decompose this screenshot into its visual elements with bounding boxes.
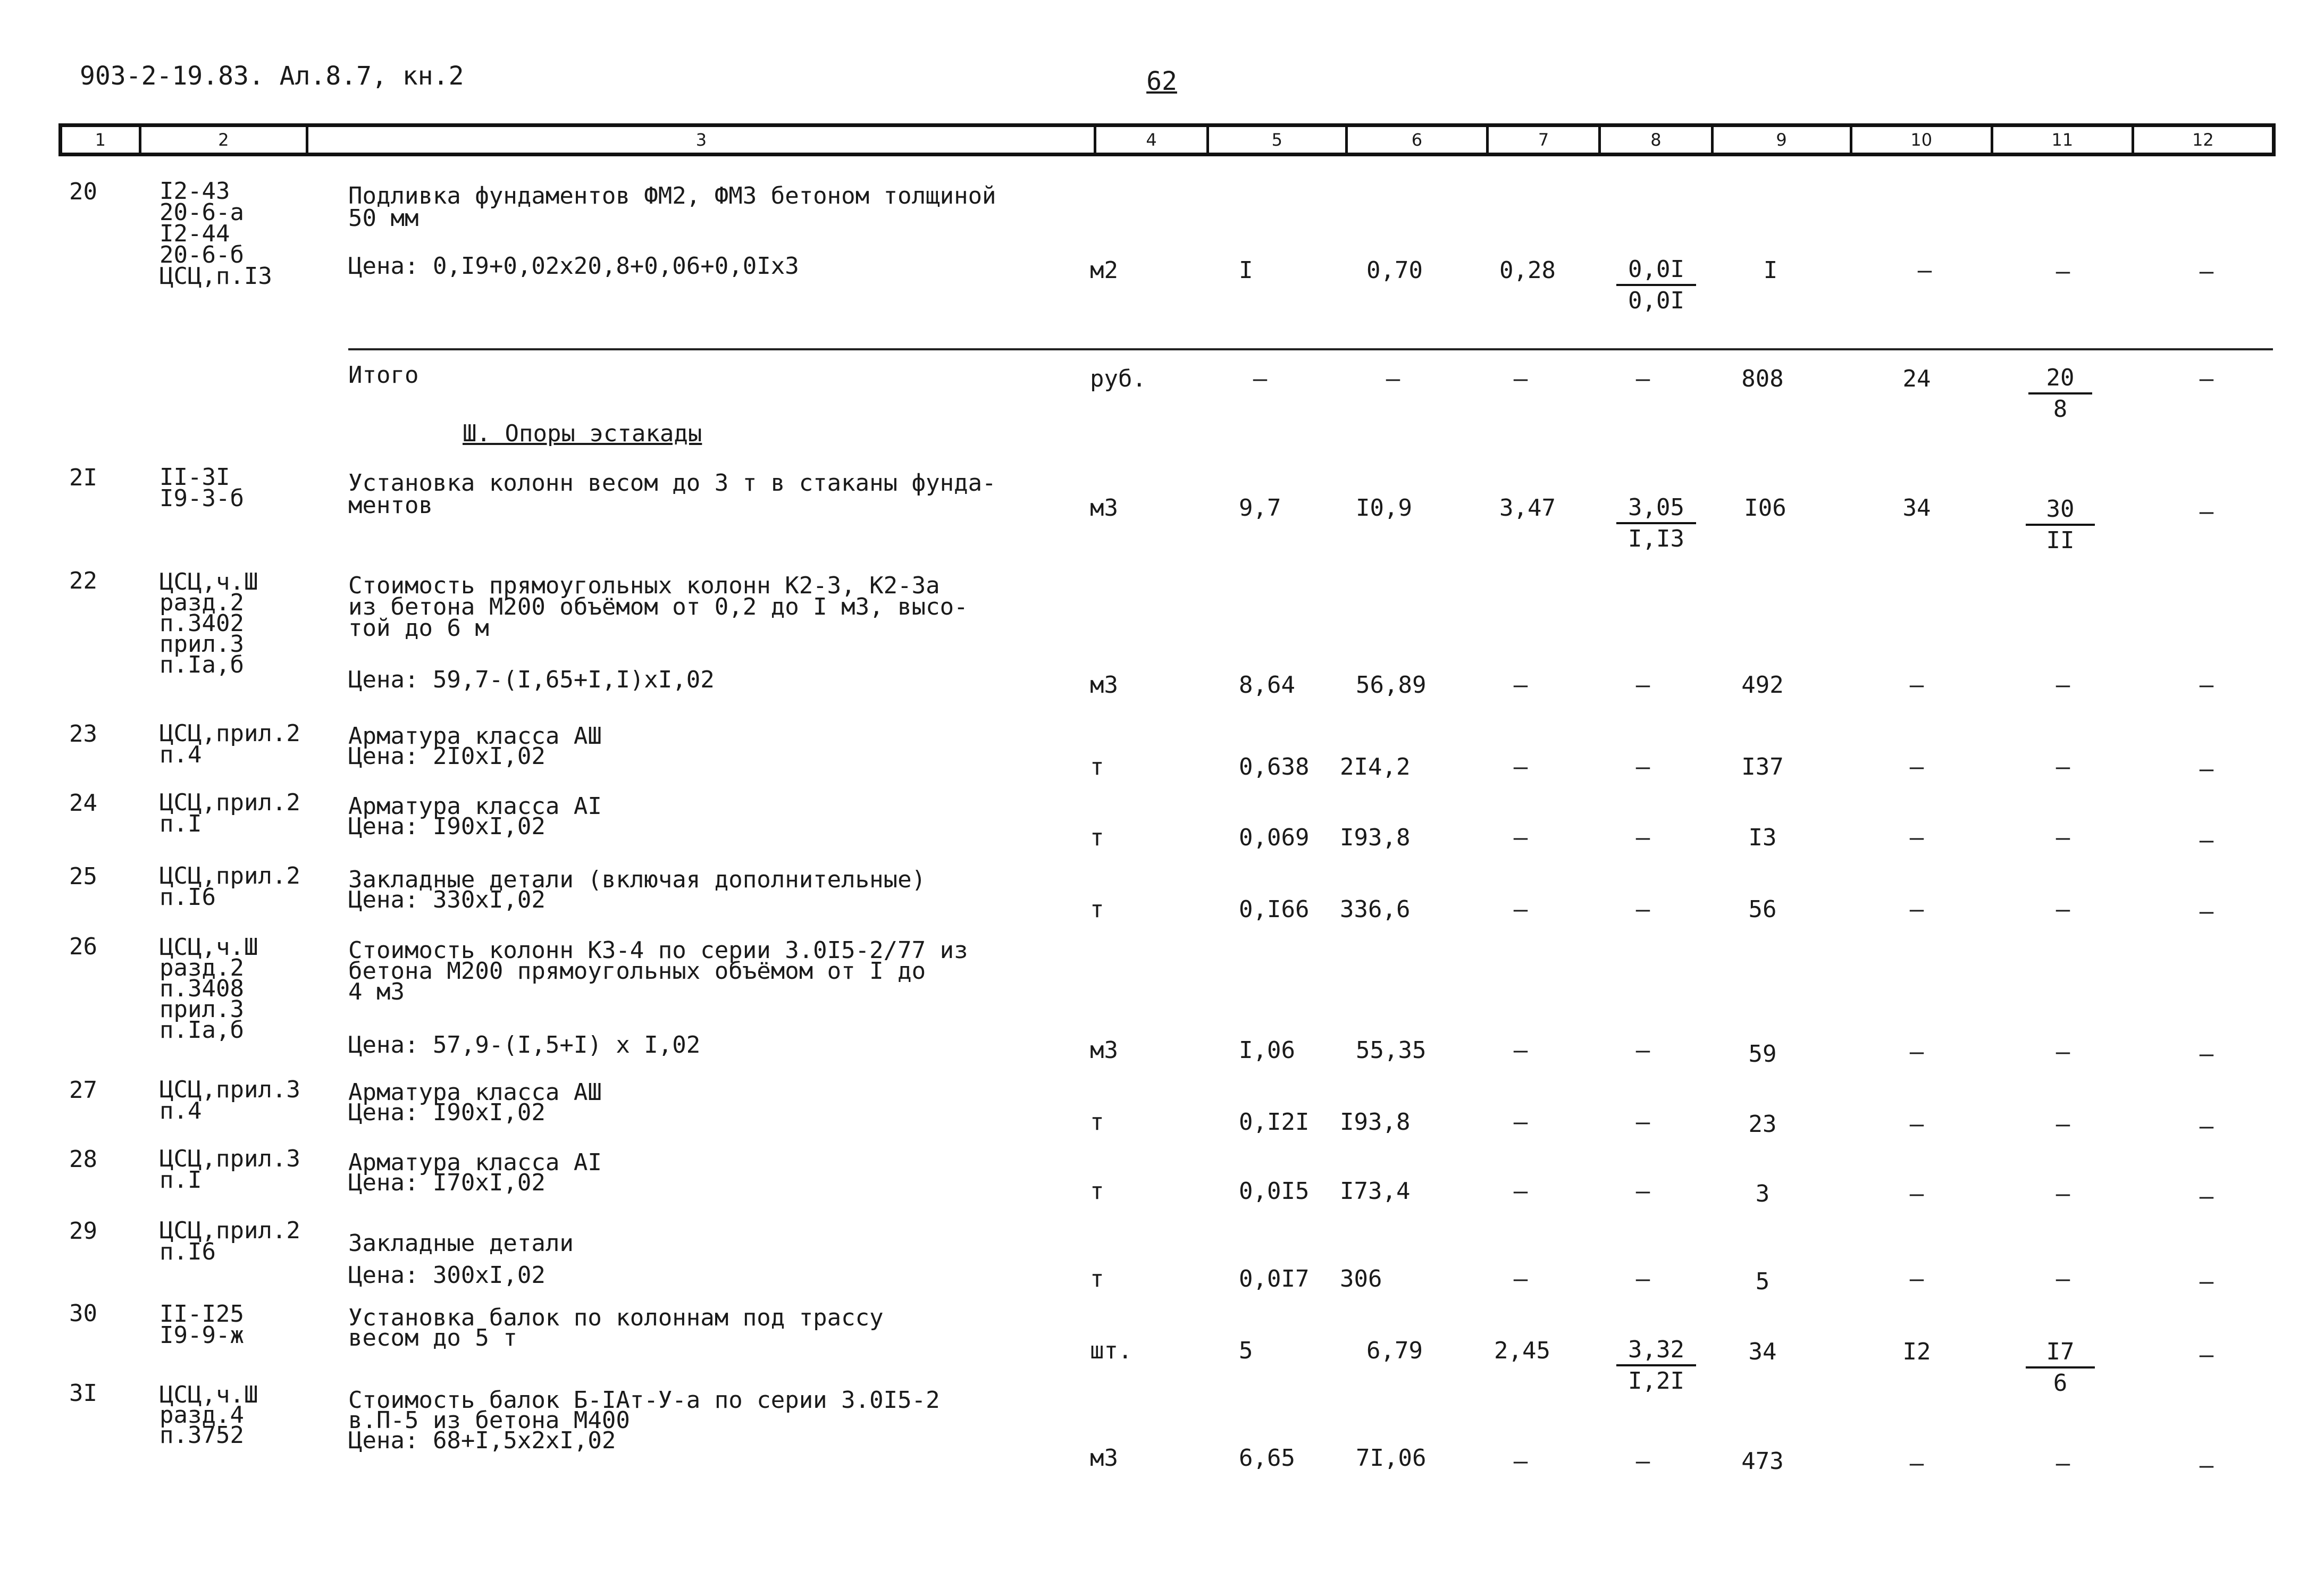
row-unit: т xyxy=(1090,753,1104,780)
row-col9: 34 xyxy=(1748,1338,1777,1365)
row-col9: 808 xyxy=(1741,365,1784,392)
row-col6: 6,79 xyxy=(1366,1337,1423,1364)
row-col11: – xyxy=(2055,1450,2070,1477)
row-col8: – xyxy=(1635,1448,1650,1475)
row-col8: – xyxy=(1635,1265,1650,1292)
row-col8: – xyxy=(1635,1109,1650,1136)
col-header-2: 2 xyxy=(139,127,306,153)
row-col7: – xyxy=(1513,365,1528,392)
row-col6: 2I4,2 xyxy=(1340,753,1411,780)
row-description: Арматура класса АШ Цена: 2I0хI,02 xyxy=(348,723,602,770)
fraction-top: 3,05 xyxy=(1616,496,1696,524)
fraction-top: 20 xyxy=(2028,366,2092,394)
row-col8: – xyxy=(1635,753,1650,780)
row-code: II-3I I9-3-б xyxy=(160,464,244,512)
row-col8-fraction xyxy=(1616,1338,1696,1396)
row-col12: – xyxy=(2199,827,2214,854)
row-description: Установка колонн весом до 3 т в стаканы фунда- ментов xyxy=(348,469,996,519)
row-col9: I37 xyxy=(1741,753,1784,780)
row-col8-fraction xyxy=(1616,257,1696,316)
row-col8: – xyxy=(1635,896,1650,923)
document-reference: 903-2-19.83. Ал.8.7, кн.2 xyxy=(80,61,464,91)
row-col12: – xyxy=(2199,1040,2214,1068)
row-price: Цена: 57,9-(I,5+I) х I,02 xyxy=(348,1031,701,1059)
row-qty: I xyxy=(1239,257,1253,284)
row-col10: – xyxy=(1909,671,1924,699)
row-col9: I06 xyxy=(1744,494,1786,522)
row-col12: – xyxy=(2199,1268,2214,1295)
row-col6: I0,9 xyxy=(1356,494,1412,522)
row-unit: т xyxy=(1090,824,1104,851)
row-unit: т xyxy=(1090,1109,1104,1136)
row-col12: – xyxy=(2199,1341,2214,1368)
row-col10: – xyxy=(1909,753,1924,780)
row-col9: I xyxy=(1763,257,1778,284)
row-price: Цена: 300хI,02 xyxy=(348,1262,546,1289)
row-code: ЦСЦ,ч.Ш разд.2 п.3408 прил.3 п.Iа,б xyxy=(160,934,258,1044)
row-no: 23 xyxy=(69,720,97,748)
row-qty: 0,I66 xyxy=(1239,896,1310,923)
fraction-bottom: I,2I xyxy=(1628,1367,1684,1395)
row-col11-fraction xyxy=(2026,497,2095,556)
row-col7: – xyxy=(1513,896,1528,923)
row-qty: 5 xyxy=(1239,1337,1253,1364)
row-code: ЦСЦ,прил.3 п.4 xyxy=(160,1076,300,1124)
row-no: 26 xyxy=(69,933,97,960)
row-col6: 55,35 xyxy=(1356,1037,1427,1064)
row-col10: – xyxy=(1917,257,1932,284)
row-price: Цена: 59,7-(I,65+I,I)хI,02 xyxy=(348,666,715,693)
row-col11: – xyxy=(2055,258,2070,285)
row-col12: – xyxy=(2199,1452,2214,1479)
col-header-8: 8 xyxy=(1598,127,1710,153)
row-col9: 492 xyxy=(1741,671,1784,699)
row-col11: – xyxy=(2055,896,2070,923)
row-qty: – xyxy=(1253,365,1268,392)
row-description: Закладные детали xyxy=(348,1230,574,1257)
row-qty: 6,65 xyxy=(1239,1445,1295,1472)
row-col10: I2 xyxy=(1902,1338,1931,1365)
row-col11: – xyxy=(2055,824,2070,851)
fraction-top: 3,32 xyxy=(1616,1338,1696,1366)
row-col9: 5 xyxy=(1755,1268,1770,1295)
row-unit: м2 xyxy=(1090,257,1118,284)
col-header-1: 1 xyxy=(95,130,106,150)
col-header-12: 12 xyxy=(2132,127,2272,153)
row-code: ЦСЦ,прил.2 п.I6 xyxy=(160,1217,300,1265)
row-code: ЦСЦ,прил.2 п.I6 xyxy=(160,862,300,911)
row-col10: 24 xyxy=(1902,365,1931,392)
row-col11: – xyxy=(2055,1265,2070,1292)
row-col12: – xyxy=(2199,671,2214,699)
row-price: Цена: 0,I9+0,02х20,8+0,06+0,0Iх3 xyxy=(348,253,799,280)
row-no: 24 xyxy=(69,790,97,817)
row-col10: – xyxy=(1909,896,1924,923)
row-col11: – xyxy=(2055,671,2070,699)
row-col11-fraction xyxy=(2026,1340,2095,1398)
row-unit: м3 xyxy=(1090,671,1118,699)
fraction-bottom: I,I3 xyxy=(1628,525,1684,552)
row-col10: – xyxy=(1909,1111,1924,1138)
row-unit: т xyxy=(1090,1178,1104,1205)
row-col7: – xyxy=(1513,1448,1528,1475)
row-qty: 9,7 xyxy=(1239,494,1281,522)
column-header-row xyxy=(58,123,2276,156)
row-code: II-I25 I9-9-ж xyxy=(160,1300,244,1349)
row-col7: – xyxy=(1513,753,1528,780)
row-col10: – xyxy=(1909,1180,1924,1207)
row-col10: – xyxy=(1909,1265,1924,1292)
row-no: 20 xyxy=(69,178,97,205)
row-col7: – xyxy=(1513,1109,1528,1136)
row-no: 22 xyxy=(69,567,97,594)
row-qty: 0,I2I xyxy=(1239,1109,1310,1136)
row-col10: – xyxy=(1909,824,1924,851)
row-col11: – xyxy=(2055,753,2070,780)
fraction-bottom: 8 xyxy=(2053,396,2068,423)
col-header-6: 6 xyxy=(1345,127,1486,153)
row-description: Подливка фундаментов ФМ2, ФМ3 бетоном толщиной 50 мм xyxy=(348,182,996,232)
row-no: 27 xyxy=(69,1077,97,1104)
row-col6: – xyxy=(1386,365,1400,392)
page-number: 62 xyxy=(1146,66,1177,96)
row-col6: 306 xyxy=(1340,1265,1382,1292)
row-qty: 0,0I5 xyxy=(1239,1178,1310,1205)
row-description: Стоимость колонн К3-4 по серии 3.0I5-2/77 из бетона М200 прямоугольных объёмом от I до 4 м3 xyxy=(348,937,968,1005)
row-code: ЦСЦ,прил.3 п.I xyxy=(160,1145,300,1194)
row-description: Арматура класса АI Цена: I70хI,02 xyxy=(348,1149,602,1196)
col-header-7: 7 xyxy=(1486,127,1598,153)
fraction-bottom: 6 xyxy=(2053,1370,2068,1397)
row-description: Арматура класса АI Цена: I90хI,02 xyxy=(348,793,602,840)
row-col11: – xyxy=(2055,1111,2070,1138)
row-col11-fraction xyxy=(2028,366,2092,424)
row-qty: 0,069 xyxy=(1239,824,1310,851)
col-header-5: 5 xyxy=(1206,127,1345,153)
row-col9: 3 xyxy=(1755,1180,1770,1207)
row-col6: I93,8 xyxy=(1340,1109,1411,1136)
row-col6: 7I,06 xyxy=(1356,1445,1427,1472)
row-code: ЦСЦ,прил.2 п.4 xyxy=(160,720,300,768)
row-description: Стоимость прямоугольных колонн К2-3, К2-3а из бетона М200 объёмом от 0,2 до I м3, высо- той до 6 м xyxy=(348,572,968,642)
row-code: ЦСЦ,ч.Ш разд.2 п.3402 прил.3 п.Iа,б xyxy=(160,568,258,678)
section-heading: Ш. Опоры эстакады xyxy=(463,420,702,447)
row-col12: – xyxy=(2199,755,2214,783)
row-col7: – xyxy=(1513,824,1528,851)
fraction-top: 30 xyxy=(2026,497,2095,526)
row-code: ЦСЦ,ч.Ш разд.4 п.3752 xyxy=(160,1381,258,1449)
row-no: 2I xyxy=(69,464,97,491)
row-code: ЦСЦ,прил.2 п.I xyxy=(160,789,300,837)
row-col6: I73,4 xyxy=(1340,1178,1411,1205)
row-col6: 0,70 xyxy=(1366,257,1423,284)
col-header-10: 10 xyxy=(1850,127,1991,153)
row-unit: т xyxy=(1090,1265,1104,1292)
row-col8: – xyxy=(1635,1178,1650,1205)
row-col12: – xyxy=(2199,1183,2214,1210)
row-col7: – xyxy=(1513,1037,1528,1064)
row-col9: 56 xyxy=(1748,896,1777,923)
row-unit: т xyxy=(1090,896,1104,923)
row-col6: 56,89 xyxy=(1356,671,1427,699)
row-unit: руб. xyxy=(1090,365,1146,392)
row-description: Арматура класса АШ Цена: I90хI,02 xyxy=(348,1079,602,1126)
row-col7: – xyxy=(1513,1265,1528,1292)
row-unit: м3 xyxy=(1090,494,1118,522)
fraction-top: I7 xyxy=(2026,1340,2095,1368)
fraction-bottom: II xyxy=(2046,527,2075,554)
row-col6: I93,8 xyxy=(1340,824,1411,851)
row-col8: – xyxy=(1635,365,1650,392)
row-col8-fraction xyxy=(1616,496,1696,554)
total-label: Итого xyxy=(348,362,419,389)
row-col7: 0,28 xyxy=(1499,257,1556,284)
row-unit: м3 xyxy=(1090,1037,1118,1064)
row-qty: 8,64 xyxy=(1239,671,1295,699)
row-col12: – xyxy=(2199,365,2214,392)
fraction-bottom: 0,0I xyxy=(1628,287,1684,314)
col-header-3: 3 xyxy=(306,127,1094,153)
row-col8: – xyxy=(1635,671,1650,699)
section-divider xyxy=(348,348,2273,350)
row-no: 3I xyxy=(69,1380,97,1407)
row-description: Установка балок по колоннам под трассу весом до 5 т xyxy=(348,1304,884,1351)
fraction-top: 0,0I xyxy=(1616,257,1696,286)
row-col12: – xyxy=(2199,898,2214,925)
row-col7: 3,47 xyxy=(1499,494,1556,522)
col-header-11: 11 xyxy=(1991,127,2132,153)
row-col7: 2,45 xyxy=(1494,1337,1550,1364)
row-description: Закладные детали (включая дополнительные) Цена: 330хI,02 xyxy=(348,866,926,913)
row-no: 25 xyxy=(69,863,97,890)
row-col6: 336,6 xyxy=(1340,896,1411,923)
row-col8: – xyxy=(1635,824,1650,851)
col-header-4: 4 xyxy=(1094,127,1206,153)
row-col12: – xyxy=(2199,258,2214,285)
row-no: 30 xyxy=(69,1300,97,1327)
row-col9: I3 xyxy=(1748,824,1777,851)
row-col7: – xyxy=(1513,671,1528,699)
row-qty: 0,0I7 xyxy=(1239,1265,1310,1292)
row-col11: – xyxy=(2055,1180,2070,1207)
row-col10: 34 xyxy=(1902,494,1931,522)
row-col9: 59 xyxy=(1748,1040,1777,1068)
row-col11: – xyxy=(2055,1038,2070,1065)
row-no: 29 xyxy=(69,1218,97,1245)
row-col9: 473 xyxy=(1741,1448,1784,1475)
row-col8: – xyxy=(1635,1037,1650,1064)
row-col10: – xyxy=(1909,1038,1924,1065)
row-no: 28 xyxy=(69,1146,97,1173)
row-col9: 23 xyxy=(1748,1111,1777,1138)
row-col12: – xyxy=(2199,498,2214,525)
row-qty: I,06 xyxy=(1239,1037,1295,1064)
row-col10: – xyxy=(1909,1450,1924,1477)
row-unit: м3 xyxy=(1090,1445,1118,1472)
row-qty: 0,638 xyxy=(1239,753,1310,780)
row-description: Стоимость балок Б-IАт-У-а по серии 3.0I5-2 в.П-5 из бетона М400 Цена: 68+I,5х2хI,02 xyxy=(348,1387,940,1454)
row-col7: – xyxy=(1513,1178,1528,1205)
col-header-9: 9 xyxy=(1711,127,1850,153)
row-code: I2-43 20-6-а I2-44 20-6-б ЦСЦ,п.I3 xyxy=(160,178,272,290)
row-col12: – xyxy=(2199,1113,2214,1140)
row-unit: шт. xyxy=(1090,1337,1132,1364)
